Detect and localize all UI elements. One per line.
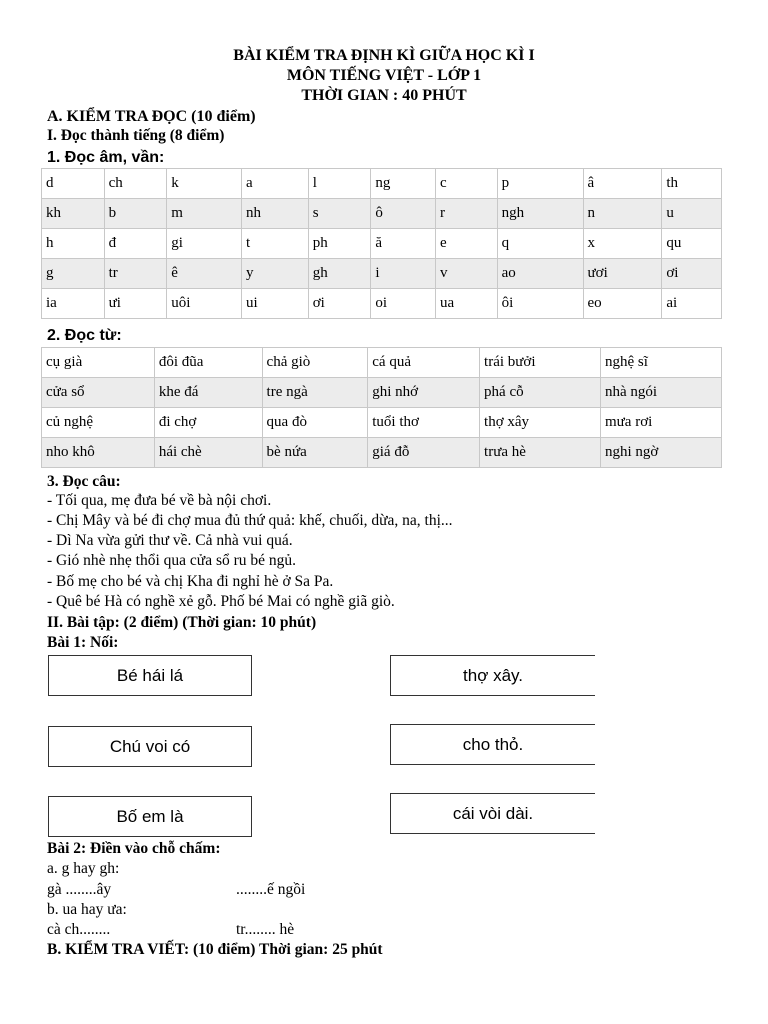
table-cell: đ [104, 229, 167, 259]
sentence: - Bố mẹ cho bé và chị Kha đi nghỉ hè ở Sa Pa. [47, 573, 334, 590]
subject-title: MÔN TIẾNG VIỆT - LỚP 1 [286, 67, 482, 84]
part-3-heading: 3. Đọc câu: [47, 473, 121, 490]
table-cell: ưi [104, 289, 167, 319]
match-right-box[interactable]: cái vòi dài. [390, 793, 595, 834]
table-cell: eo [583, 289, 662, 319]
exercise-2b-label: b. ua hay ưa: [47, 901, 127, 918]
table-cell: ê [167, 259, 242, 289]
part-1-heading: 1. Đọc âm, vần: [47, 149, 165, 166]
part-ii-heading: II. Bài tập: (2 điểm) (Thời gian: 10 phút) [47, 614, 317, 631]
sentence: - Tối qua, mẹ đưa bé về bà nội chơi. [47, 492, 272, 509]
table-cell: tuổi thơ [368, 408, 480, 438]
table-cell: uôi [167, 289, 242, 319]
table-cell: ai [662, 289, 722, 319]
table-cell: nh [242, 199, 309, 229]
table-row [42, 229, 722, 259]
sentence: - Quê bé Hà có nghề xẻ gỗ. Phố bé Mai có nghề giã giò. [47, 593, 395, 610]
table-cell: ô [371, 199, 436, 229]
table-cell: giá đỗ [368, 438, 480, 468]
table-cell: cụ già [42, 348, 155, 378]
sentence: - Chị Mây và bé đi chợ mua đủ thứ quả: khế, chuối, dừa, na, thị... [47, 512, 453, 529]
fill-blank-item: gà ........ây [47, 881, 112, 898]
table-row [42, 289, 722, 319]
table-cell: ph [308, 229, 371, 259]
table-row [42, 378, 722, 408]
table-cell: ơi [308, 289, 371, 319]
table-cell: ă [371, 229, 436, 259]
table-cell: e [436, 229, 498, 259]
table-cell: x [583, 229, 662, 259]
table-cell: củ nghệ [42, 408, 155, 438]
table-row [42, 438, 722, 468]
table-cell: ng [371, 169, 436, 199]
table-row [42, 259, 722, 289]
table-cell: tr [104, 259, 167, 289]
table-cell: cửa sổ [42, 378, 155, 408]
table-cell: qu [662, 229, 722, 259]
part-2-heading: 2. Đọc từ: [47, 327, 122, 344]
table-cell: p [497, 169, 583, 199]
table-cell: ao [497, 259, 583, 289]
table-cell: s [308, 199, 371, 229]
table-cell: cá quả [368, 348, 480, 378]
table-cell: nghi ngờ [601, 438, 722, 468]
table-cell: h [42, 229, 105, 259]
exercise-1-heading: Bài 1: Nối: [47, 634, 119, 651]
table-cell: n [583, 199, 662, 229]
table-cell: m [167, 199, 242, 229]
table-row [42, 408, 722, 438]
table-row [42, 169, 722, 199]
sentence: - Dì Na vừa gửi thư về. Cả nhà vui quá. [47, 532, 293, 549]
match-left-box[interactable]: Chú voi có [48, 726, 252, 767]
table-cell: ơi [662, 259, 722, 289]
section-a-heading: A. KIỂM TRA ĐỌC (10 điểm) [47, 108, 256, 125]
table-cell: th [662, 169, 722, 199]
table-cell: ch [104, 169, 167, 199]
table-cell: ngh [497, 199, 583, 229]
table-cell: ui [242, 289, 309, 319]
words-table [41, 347, 722, 468]
table-cell: oi [371, 289, 436, 319]
section-b-heading: B. KIỂM TRA VIẾT: (10 điểm) Thời gian: 25 phút [47, 941, 383, 958]
table-cell: r [436, 199, 498, 229]
table-cell: y [242, 259, 309, 289]
table-cell: a [242, 169, 309, 199]
table-cell: v [436, 259, 498, 289]
table-cell: trái bưởi [480, 348, 601, 378]
table-cell: l [308, 169, 371, 199]
table-cell: ghi nhớ [368, 378, 480, 408]
match-right-box[interactable]: cho thỏ. [390, 724, 595, 765]
table-cell: nho khô [42, 438, 155, 468]
table-cell: tre ngà [262, 378, 368, 408]
table-cell: gh [308, 259, 371, 289]
match-right-box[interactable]: thợ xây. [390, 655, 595, 696]
table-cell: ua [436, 289, 498, 319]
table-cell: b [104, 199, 167, 229]
table-cell: q [497, 229, 583, 259]
table-cell: hái chè [154, 438, 262, 468]
letters-table [41, 168, 722, 319]
table-cell: k [167, 169, 242, 199]
table-cell: d [42, 169, 105, 199]
table-cell: bè nứa [262, 438, 368, 468]
match-left-box[interactable]: Bố em là [48, 796, 252, 837]
fill-blank-item: cà ch........ [47, 921, 111, 938]
fill-blank-item: ........ế ngồi [236, 881, 306, 898]
time-title: THỜI GIAN : 40 PHÚT [301, 87, 467, 104]
table-cell: qua đò [262, 408, 368, 438]
table-cell: c [436, 169, 498, 199]
table-cell: u [662, 199, 722, 229]
table-cell: ôi [497, 289, 583, 319]
table-cell: phá cỗ [480, 378, 601, 408]
exercise-2-heading: Bài 2: Điền vào chỗ chấm: [47, 840, 221, 857]
fill-blank-item: tr........ hè [236, 921, 295, 938]
test-title: BÀI KIỂM TRA ĐỊNH KÌ GIỮA HỌC KÌ I [233, 47, 535, 64]
exercise-2a-label: a. g hay gh: [47, 860, 120, 877]
table-cell: mưa rơi [601, 408, 722, 438]
table-cell: ươi [583, 259, 662, 289]
table-cell: nhà ngói [601, 378, 722, 408]
table-cell: ia [42, 289, 105, 319]
table-cell: gi [167, 229, 242, 259]
table-cell: chả giò [262, 348, 368, 378]
table-row [42, 199, 722, 229]
table-cell: â [583, 169, 662, 199]
table-cell: đôi đũa [154, 348, 262, 378]
table-cell: khe đá [154, 378, 262, 408]
table-cell: g [42, 259, 105, 289]
sentence: - Gió nhè nhẹ thổi qua cửa sổ ru bé ngủ. [47, 552, 297, 569]
table-cell: i [371, 259, 436, 289]
table-cell: kh [42, 199, 105, 229]
table-cell: đi chợ [154, 408, 262, 438]
table-cell: thợ xây [480, 408, 601, 438]
table-cell: t [242, 229, 309, 259]
table-cell: trưa hè [480, 438, 601, 468]
match-left-box[interactable]: Bé hái lá [48, 655, 252, 696]
table-row [42, 348, 722, 378]
part-i-heading: I. Đọc thành tiếng (8 điểm) [47, 127, 225, 144]
table-cell: nghệ sĩ [601, 348, 722, 378]
